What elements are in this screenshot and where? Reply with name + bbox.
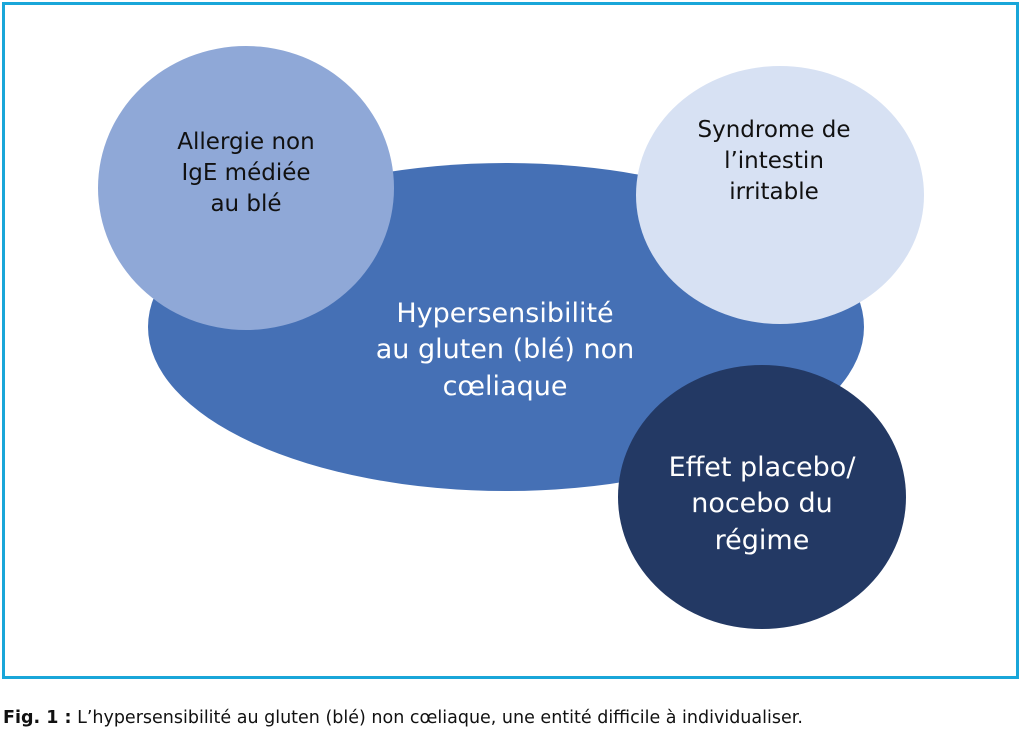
- caption-prefix: Fig. 1 :: [3, 708, 72, 728]
- syndrome-circle-label: Syndrome de l’intestin irritable: [697, 117, 851, 206]
- figure-caption: [3, 708, 803, 728]
- allergy-circle-label: Allergie non IgE médiée au blé: [177, 129, 315, 218]
- placebo-circle-label: Effet placebo/ nocebo du régime: [668, 452, 856, 556]
- caption-text: L’hypersensibilité au gluten (blé) non cœliaque, une entité difficile à individualiser.: [71, 708, 803, 728]
- main-ellipse-label: Hypersensibilité au gluten (blé) non cœliaque: [375, 298, 635, 402]
